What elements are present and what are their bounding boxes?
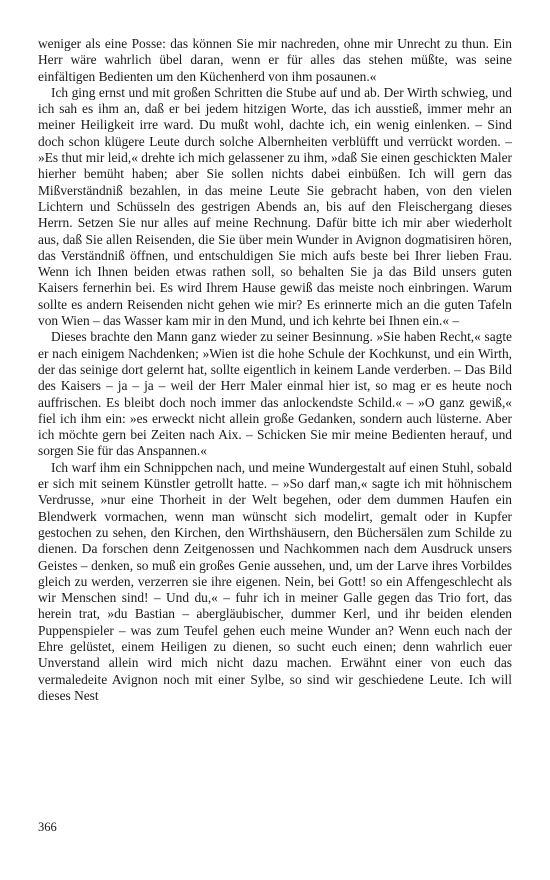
paragraph-1: weniger als eine Posse: das können Sie mir nachreden, ohne mir Unrecht zu thun. Ein Herr wäre wahrlich übel daran, wenn er für alles das stehen müßte, was seine einfältigen Bedienten um den Küchenherd von ihm posaunen.« xyxy=(38,36,512,84)
page-number: 366 xyxy=(38,820,57,834)
paragraph-4: Ich warf ihm ein Schnippchen nach, und meine Wundergestalt auf einen Stuhl, sobald er sich mit seinem Künstler getrollt hatte. – »So darf man,« sagte ich mit höhnischem Verdrusse, »nur eine Thorheit in der Welt begehen, oder dem dummen Haufen ein Blendwerk vormachen, wenn man wünscht sich modelirt, gemalt oder in Kupfer gestochen zu sehen, den Kirchen, den Wirthshäusern, den Büchersälen zum Schilde zu dienen. Da forschen denn Zeitgenossen und Nachkommen nach dem Ausdruck unsers Geistes – denken, so muß ein großes Genie aussehen, und, um der Larve ihres Vorbildes gleich zu werden, verzerren sie ihre eigenen. Nein, bei Gott! so ein Affengeschlecht als wir Menschen sind! – Und du,« – fuhr ich in meiner Galle gegen das Trio fort, das herein trat, »du Bastian – abergläubischer, dummer Kerl, und ihr beiden elenden Puppenspieler – was zum Teufel gehen euch meine Wunder an? Wenn euch nach der Ehre gelüstet, einem Heiligen zu dienen, so sucht euch einen; denn wahrlich euer Unverstand allein wird mich nicht dazu machen. Erwähnt einer von euch das vermaledeite Avignon noch mit einer Sylbe, so sind wir geschiedene Leute. Ich will dieses Nest xyxy=(38,459,512,703)
paragraph-3: Dieses brachte den Mann ganz wieder zu seiner Besinnung. »Sie haben Recht,« sagte er nach einigem Nachdenken; »Wien ist die hohe Schule der Kochkunst, und ein Wirth, der das seinige dort gelernt hat, sollte eigentlich in keinem Lande verderben. – Das Bild des Kaisers – ja – ja – weil der Herr Maler einmal hier ist, so mag er es heute noch auffrischen. Es bleibt doch noch immer das anlockendste Schild.« – »O ganz gewiß,« fiel ich ihm ein: »es erweckt nicht allein große Gedanken, sondern auch lüsterne. Aber ich möchte gern bei Zeiten nach Aix. – Schicken Sie mir meine Bedienten herauf, und sorgen Sie für das Anspannen.« xyxy=(38,329,512,459)
paragraph-2: Ich ging ernst und mit großen Schritten die Stube auf und ab. Der Wirth schwieg, und ich sah es ihm an, daß er bei jedem hitzigen Worte, das ich ausstieß, immer mehr an meiner Heiligkeit irre ward. Du mußt wohl, dachte ich, ein wenig einlenken. – Sind doch schon klügere Leute durch solche Albernheiten verblüfft und verrückt worden. – »Es thut mir leid,« drehte ich mich gelassener zu ihm, »daß Sie einen geschickten Maler hierher bemüht haben; aber Sie sollen nichts dabei einbüßen. Ich will gern das Mißverständniß bezahlen, in das meine Leute Sie gebracht haben, von den vielen Lichtern und Schüsseln des gestrigen Abends an, bis auf den Fleischergang dieses Herrn. Setzen Sie nur alles auf meine Rechnung. Dafür bitte ich mir aber wiederholt aus, daß Sie allen Reisenden, die Sie über mein Wunder in Avignon dogmatisiren hören, das Verständniß öffnen, und entschuldigen Sie mich aufs beste bei Ihrer lieben Frau. Wenn ich Ihnen beiden etwas rathen soll, so behalten Sie ja das Bild unsers guten Kaisers fernerhin bei. Es wird Ihrem Hause gewiß das meiste noch einbringen. Warum sollte es andern Reisenden nicht gehen wie mir? Es erinnerte mich an die guten Tafeln von Wien – das Wasser kam mir in den Mund, und ich kehrte bei Ihnen ein.« – xyxy=(38,84,512,329)
page-body xyxy=(38,36,512,704)
